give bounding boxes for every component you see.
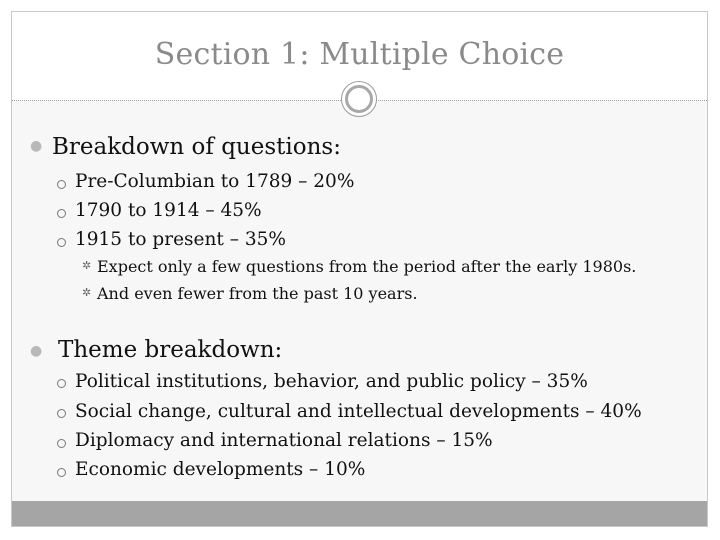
- hollow-circle-icon: [57, 409, 66, 418]
- circle-ornament-icon: [341, 81, 377, 117]
- star-x-icon: ✲: [82, 286, 92, 299]
- list-item: Economic developments – 10%: [75, 459, 366, 480]
- section-heading-theme: Theme breakdown:: [58, 337, 283, 363]
- content-area: [12, 101, 707, 501]
- sub-list-item: And even fewer from the past 10 years.: [97, 284, 418, 303]
- hollow-circle-icon: [57, 180, 66, 189]
- section-heading-breakdown: Breakdown of questions:: [52, 134, 341, 160]
- list-item: Political institutions, behavior, and public policy – 35%: [75, 371, 588, 392]
- footer-band: [12, 501, 707, 526]
- hollow-circle-icon: [57, 379, 66, 388]
- hollow-circle-icon: [57, 439, 66, 448]
- sub-list-item: Expect only a few questions from the period after the early 1980s.: [97, 257, 637, 276]
- slide-title: Section 1: Multiple Choice: [154, 37, 565, 72]
- round-dot-icon: ●: [30, 138, 43, 154]
- round-dot-icon: ●: [30, 343, 43, 359]
- list-item: 1915 to present – 35%: [75, 229, 286, 250]
- circle-ornament-inner: [345, 85, 373, 113]
- list-item: 1790 to 1914 – 45%: [75, 200, 262, 221]
- hollow-circle-icon: [57, 468, 66, 477]
- hollow-circle-icon: [57, 238, 66, 247]
- star-x-icon: ✲: [82, 259, 92, 272]
- hollow-circle-icon: [57, 209, 66, 218]
- slide: [11, 11, 708, 527]
- list-item: Pre-Columbian to 1789 – 20%: [75, 171, 355, 192]
- list-item: Diplomacy and international relations – 15%: [75, 430, 493, 451]
- list-item: Social change, cultural and intellectual developments – 40%: [75, 401, 642, 422]
